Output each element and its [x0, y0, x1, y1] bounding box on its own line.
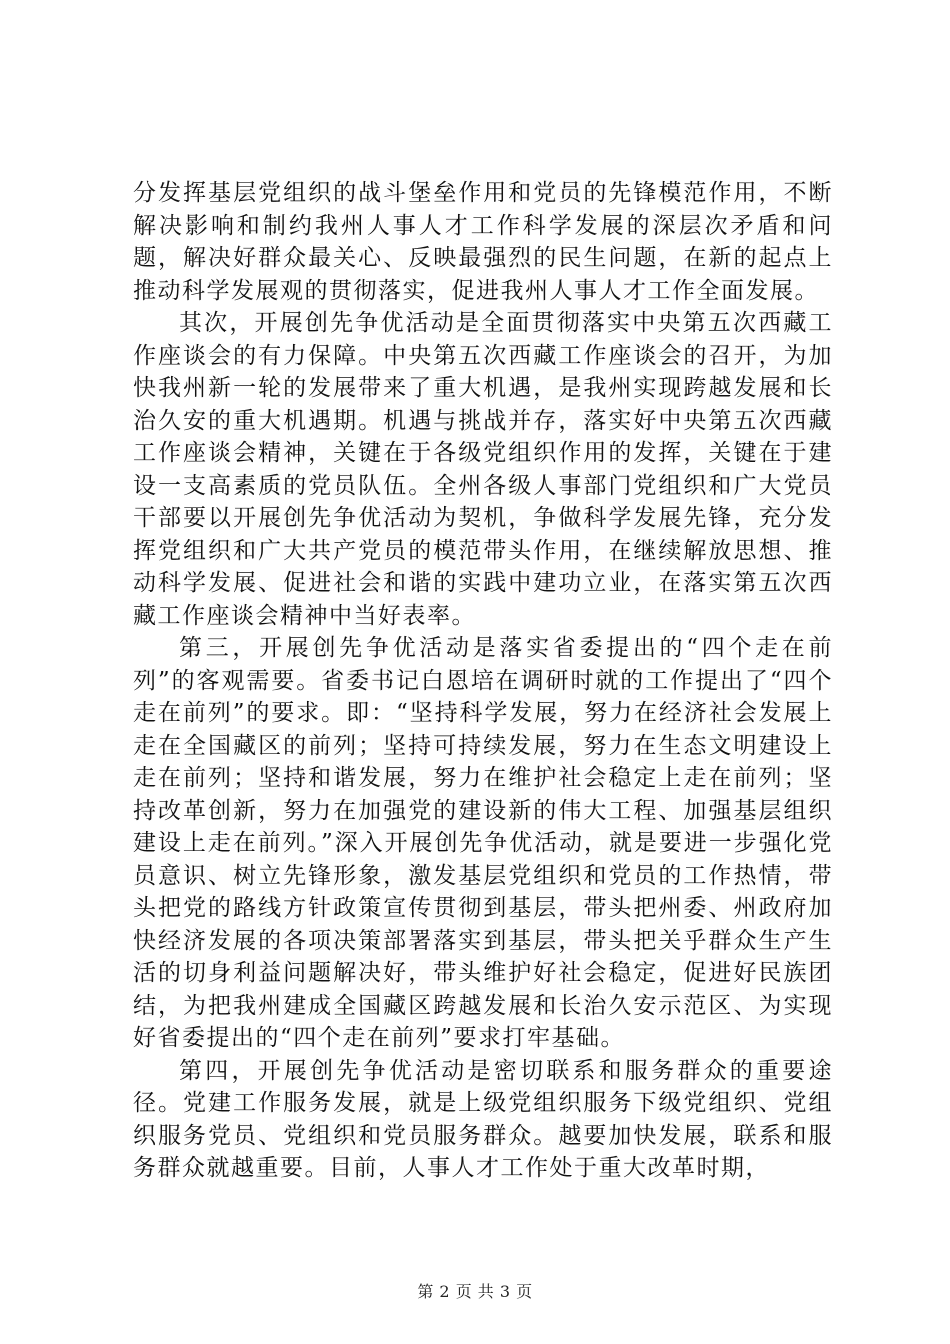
document-body — [133, 177, 833, 1185]
paragraph-1: 分发挥基层党组织的战斗堡垒作用和党员的先锋模范作用，不断解决影响和制约我州人事人才工作科学发展的深层次矛盾和问题，解决好群众最关心、反映最强烈的民生问题，在新的起点上推动科学发展观的贯彻落实，促进我州人事人才工作全面发展。 — [133, 180, 833, 304]
paragraph-2: 其次，开展创先争优活动是全面贯彻落实中央第五次西藏工作座谈会的有力保障。中央第五次西藏工作座谈会的召开，为加快我州新一轮的发展带来了重大机遇，是我州实现跨越发展和长治久安的重大机遇期。机遇与挑战并存，落实好中央第五次西藏工作座谈会精神，关键在于各级党组织作用的发挥，关键在于建设一支高素质的党员队伍。全州各级人事部门党组织和广大党员干部要以开展创先争优活动为契机，争做科学发展先锋，充分发挥党组织和广大共产党员的模范带头作用，在继续解放思想、推动科学发展、促进社会和谐的实践中建功立业，在落实第五次西藏工作座谈会精神中当好表率。 — [133, 310, 833, 629]
paragraph-4: 第四，开展创先争优活动是密切联系和服务群众的重要途径。党建工作服务发展，就是上级党组织服务下级党组织、党组织服务党员、党组织和党员服务群众。越要加快发展，联系和服务群众就越重要。目前，人事人才工作处于重大改革时期， — [133, 1057, 833, 1181]
paragraph-3: 第三，开展创先争优活动是落实省委提出的“四个走在前列”的客观需要。省委书记白恩培在调研时就的工作提出了“四个走在前列”的要求。即：“坚持科学发展，努力在经济社会发展上走在全国藏区的前列；坚持可持续发展，努力在生态文明建设上走在前列；坚持和谐发展，努力在维护社会稳定上走在前列；坚持改革创新，努力在加强党的建设新的伟大工程、加强基层组织建设上走在前列。”深入开展创先争优活动，就是要进一步强化党员意识、树立先锋形象，激发基层党组织和党员的工作热情，带头把党的路线方针政策宣传贯彻到基层，带头把州委、州政府加快经济发展的各项决策部署落实到基层，带头把关乎群众生产生活的切身利益问题解决好，带头维护好社会稳定，促进好民族团结，为把我州建成全国藏区跨越发展和长治久安示范区、为实现好省委提出的“四个走在前列”要求打牢基础。 — [133, 635, 833, 1051]
page-footer: 第 2 页 共 3 页 — [417, 1282, 533, 1301]
